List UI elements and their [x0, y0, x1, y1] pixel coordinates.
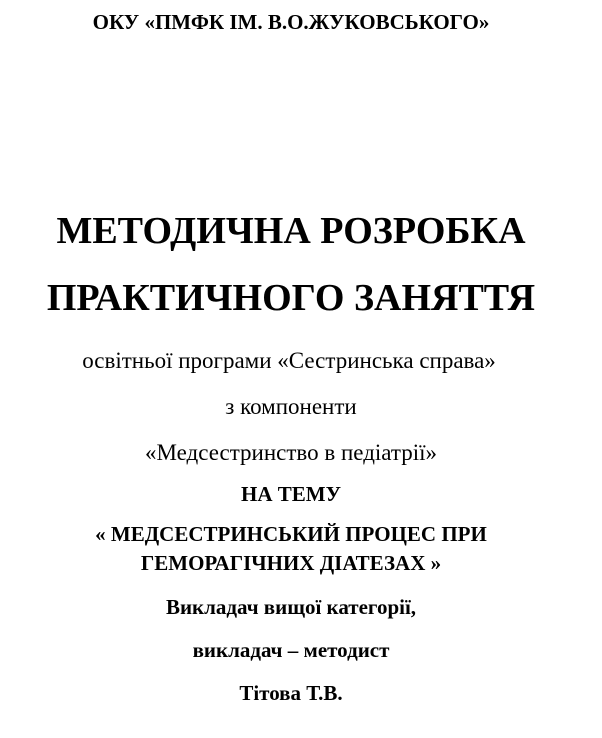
document-title-line-1: МЕТОДИЧНА РОЗРОБКА [56, 210, 526, 252]
topic-title-line-1: « МЕДСЕСТРИНСЬКИЙ ПРОЦЕС ПРИ [95, 522, 487, 546]
author-title-line-2: викладач – методист [192, 638, 390, 662]
program-line: освітньої програми «Сестринська справа» [82, 348, 496, 373]
author-title-line-1: Викладач вищої категорії, [165, 595, 417, 619]
institution-name: ОКУ «ПМФК ІМ. В.О.ЖУКОВСЬКОГО» [92, 10, 490, 34]
topic-label: НА ТЕМУ [241, 482, 341, 506]
component-label: з компоненти [225, 394, 357, 419]
topic-title-line-2: ГЕМОРАГІЧНИХ ДІАТЕЗАХ » [140, 551, 442, 575]
document-title-line-2: ПРАКТИЧНОГО ЗАНЯТТЯ [46, 277, 536, 319]
author-name: Тітова Т.В. [239, 681, 343, 705]
course-name: «Медсестринство в педіатрії» [144, 440, 438, 465]
